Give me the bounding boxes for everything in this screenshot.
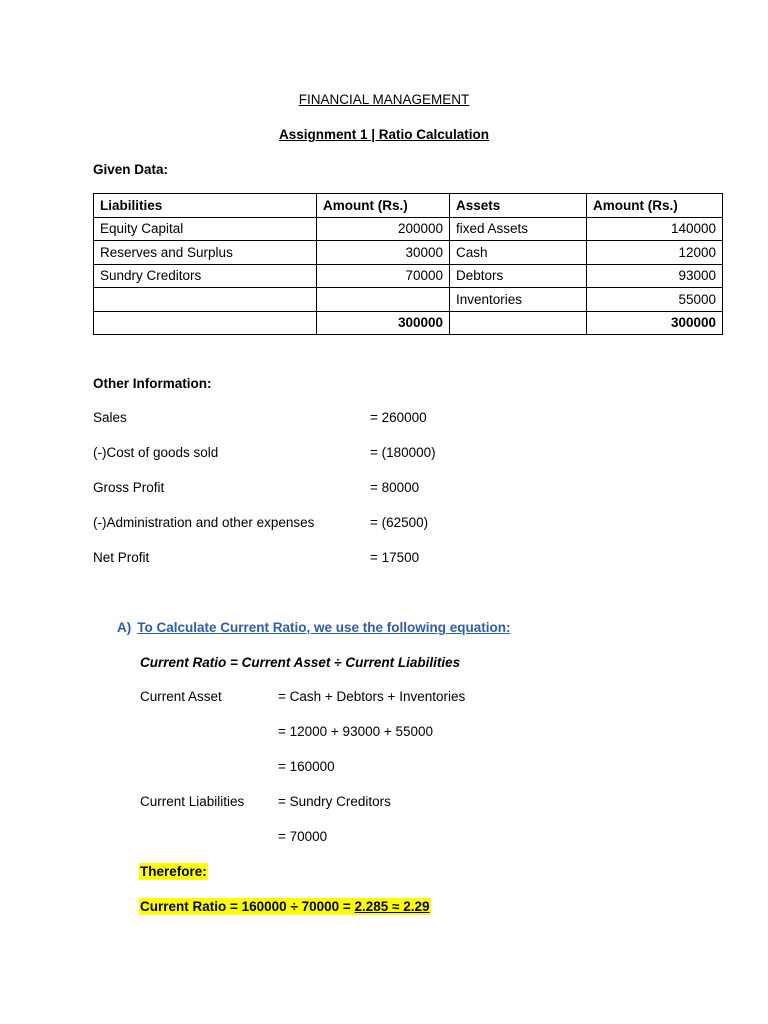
table-row <box>94 241 723 265</box>
liability-name: Equity Capital <box>94 217 317 241</box>
table-header-row <box>94 194 723 218</box>
asset-amount: 93000 <box>587 264 723 288</box>
other-information-label: Other Information: <box>93 376 212 391</box>
calc-step-value: = 160000 <box>278 759 335 774</box>
current-ratio-result-value: 2.285 ≈ 2.29 <box>354 899 430 914</box>
liability-amount: 70000 <box>317 264 450 288</box>
total-liability-label <box>94 311 317 335</box>
asset-name: fixed Assets <box>450 217 587 241</box>
asset-amount: 140000 <box>587 217 723 241</box>
section-a-marker: A) <box>117 620 132 635</box>
liability-name: Reserves and Surplus <box>94 241 317 265</box>
liability-amount <box>317 288 450 312</box>
header-assets-amount: Amount (Rs.) <box>587 194 723 218</box>
therefore-label: Therefore: <box>140 864 207 879</box>
pl-item-value: = (180000) <box>370 445 436 460</box>
pl-item-value: = 80000 <box>370 480 420 495</box>
pl-item-label: Net Profit <box>93 550 150 565</box>
table-row <box>94 217 723 241</box>
total-liabilities: 300000 <box>317 311 450 335</box>
liability-name: Sundry Creditors <box>94 264 317 288</box>
document-title: FINANCIAL MANAGEMENT <box>298 92 470 107</box>
pl-item-value: = (62500) <box>370 515 429 530</box>
liability-amount: 30000 <box>317 241 450 265</box>
header-liabilities: Liabilities <box>94 194 317 218</box>
pl-item-label: (-)Administration and other expenses <box>93 515 315 530</box>
table-row <box>94 264 723 288</box>
total-asset-label <box>450 311 587 335</box>
table-total-row <box>94 311 723 335</box>
calc-step-value: = Cash + Debtors + Inventories <box>278 689 466 704</box>
header-assets: Assets <box>450 194 587 218</box>
calc-step-value: = 12000 + 93000 + 55000 <box>278 724 434 739</box>
header-liabilities-amount: Amount (Rs.) <box>317 194 450 218</box>
pl-item-label: Gross Profit <box>93 480 165 495</box>
balance-sheet-table <box>93 193 723 335</box>
asset-name: Debtors <box>450 264 587 288</box>
pl-item-label: (-)Cost of goods sold <box>93 445 219 460</box>
asset-amount: 12000 <box>587 241 723 265</box>
pl-item-value: = 17500 <box>370 550 420 565</box>
liability-name <box>94 288 317 312</box>
calc-step-label: Current Liabilities <box>140 794 245 809</box>
calc-step-label: Current Asset <box>140 689 222 704</box>
current-ratio-result <box>139 898 431 915</box>
asset-name: Inventories <box>450 288 587 312</box>
asset-amount: 55000 <box>587 288 723 312</box>
document-subtitle-text: Assignment 1 | Ratio Calculation <box>278 127 490 142</box>
table-row <box>94 288 723 312</box>
section-a-heading <box>117 620 511 635</box>
liability-amount: 200000 <box>317 217 450 241</box>
current-ratio-formula: Current Ratio = Current Asset ÷ Current Liabilities <box>140 655 461 670</box>
asset-name: Cash <box>450 241 587 265</box>
document-subtitle <box>0 127 768 142</box>
given-data-label: Given Data: <box>93 162 169 177</box>
current-ratio-result-prefix: Current Ratio = 160000 ÷ 70000 = <box>140 899 355 914</box>
pl-item-label: Sales <box>93 410 127 425</box>
pl-item-value: = 260000 <box>370 410 427 425</box>
calc-step-value: = 70000 <box>278 829 328 844</box>
calc-step-value: = Sundry Creditors <box>278 794 391 809</box>
total-assets: 300000 <box>587 311 723 335</box>
section-a-heading-text: To Calculate Current Ratio, we use the following equation: <box>137 620 511 635</box>
